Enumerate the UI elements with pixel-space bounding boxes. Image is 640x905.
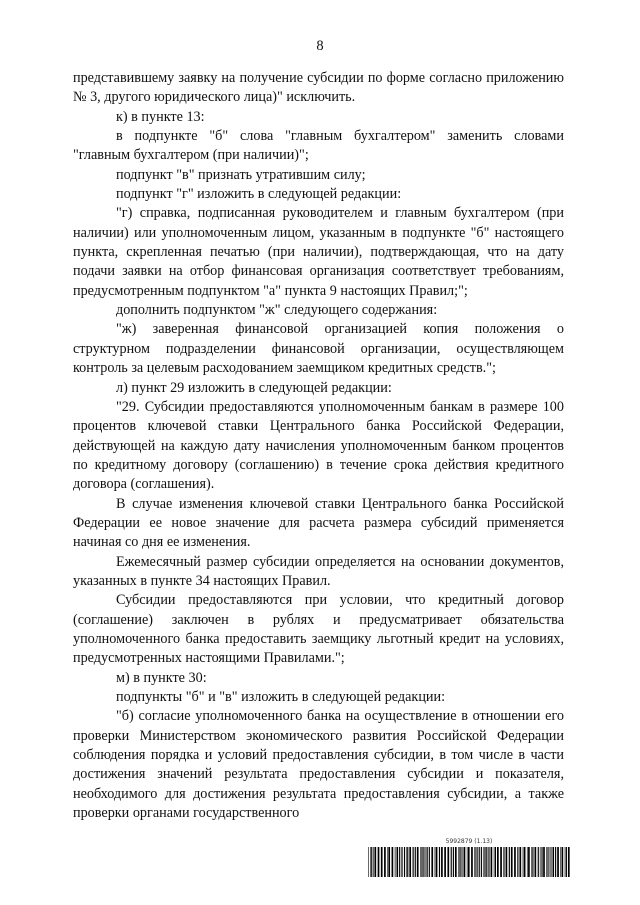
barcode-bar xyxy=(488,847,489,877)
paragraph: подпункт "в" признать утратившим силу; xyxy=(116,166,366,183)
barcode-bar xyxy=(517,847,518,877)
barcode-bar xyxy=(406,847,407,877)
barcode-bar xyxy=(387,847,388,877)
barcode-bar xyxy=(557,847,559,877)
barcode-bar xyxy=(486,847,487,877)
barcode-bar xyxy=(444,847,446,877)
barcode-bar xyxy=(531,847,532,877)
barcode-bar xyxy=(538,847,539,877)
barcode-bar xyxy=(420,847,421,877)
barcode-bar xyxy=(368,847,369,877)
barcode-bar xyxy=(562,847,564,877)
barcode-bar xyxy=(429,847,430,877)
barcode-bar xyxy=(568,847,570,877)
barcode-bar xyxy=(455,847,457,877)
paragraph: подпункт "г" изложить в следующей редакции: xyxy=(116,186,402,203)
barcode-bar xyxy=(495,847,496,877)
barcode-bar xyxy=(560,847,561,877)
barcode-bar xyxy=(479,847,480,877)
paragraph: "г) справка, подписанная руководителем и главным бухгалтером (при наличии) или уполномоченным лицом, указанным в подпункте "б" настоящего пункта, скрепленная печатью (при наличии), подтверждающая, что на дату подачи заявки на отбор финансовая организация соответствует требованиям, предусмотренным подпунктом "а" пункта 9 настоящих Правил;"; xyxy=(73,205,564,299)
barcode-bar xyxy=(453,847,454,877)
barcode-bar xyxy=(547,847,548,877)
barcode-bar xyxy=(542,847,543,877)
barcode-bar xyxy=(519,847,521,877)
barcode-bar xyxy=(392,847,394,877)
barcode-bar xyxy=(500,847,502,877)
barcode-bar xyxy=(409,847,411,877)
barcode-bar xyxy=(494,847,495,877)
barcode-bar xyxy=(464,847,466,877)
barcode-bar xyxy=(463,847,464,877)
barcode-bar xyxy=(475,847,476,877)
barcode-bar xyxy=(524,847,526,877)
barcode-bar xyxy=(546,847,547,877)
barcode-bar xyxy=(374,847,376,877)
barcode-bar xyxy=(566,847,567,877)
barcode-bar xyxy=(396,847,397,877)
paragraph: Субсидии предоставляются при условии, что кредитный договор (соглашение) заключен в рублях и предусматривает обязательства уполномоченного банка предоставить заемщику льготный кредит на условиях, предусмотренных настоящими Правилами."; xyxy=(73,592,564,667)
barcode-code: 5992879 (1.13) xyxy=(445,838,493,845)
paragraph: В случае изменения ключевой ставки Центрального банка Российской Федерации ее новое значение для расчета размера субсидий применяется начиная со дня ее изменения. xyxy=(73,495,564,551)
barcode-bar xyxy=(468,847,470,877)
barcode-bar xyxy=(395,847,396,877)
barcode-bar xyxy=(417,847,419,877)
page-number: 8 xyxy=(316,38,324,54)
barcode-bar xyxy=(441,847,443,877)
paragraph: "ж) заверенная финансовой организацией копия положения о структурном подразделении финансовой организации, осуществляющем контроль за целевым расходованием заемщиком кредитных средств."; xyxy=(73,321,564,377)
barcode-bar xyxy=(436,847,438,877)
barcode-bar xyxy=(370,847,371,877)
barcode-bar xyxy=(373,847,374,877)
barcode-bar xyxy=(543,847,545,877)
barcode-bar xyxy=(532,847,533,877)
barcode-bar xyxy=(435,847,436,877)
barcode-block xyxy=(368,838,570,878)
barcode-bar xyxy=(458,847,459,877)
barcode-bar xyxy=(553,847,554,877)
barcode-bar xyxy=(421,847,422,877)
barcode-bar xyxy=(511,847,513,877)
paragraph: представившему заявку на получение субсидии по форме согласно приложению № 3, другого юридического лица)" исключить. xyxy=(73,70,564,106)
paragraph: дополнить подпунктом "ж" следующего содержания: xyxy=(116,302,438,319)
paragraph: к) в пункте 13: xyxy=(116,108,205,125)
barcode-bar xyxy=(484,847,485,877)
barcode-bar xyxy=(527,847,528,877)
barcode-bar xyxy=(384,847,386,877)
barcode-bar xyxy=(422,847,423,877)
paragraph: подпункты "б" и "в" изложить в следующей редакции: xyxy=(116,689,446,705)
barcode-bar xyxy=(378,847,380,877)
barcode-bar xyxy=(555,847,556,877)
barcode-bar xyxy=(551,847,552,877)
barcode-bar xyxy=(467,847,468,877)
barcode-bar xyxy=(541,847,542,877)
barcode-bar xyxy=(477,847,478,877)
barcode-bar xyxy=(497,847,499,877)
barcode-bar xyxy=(381,847,383,877)
barcode-bar xyxy=(427,847,428,877)
barcode-bar xyxy=(397,847,398,877)
paragraph: м) в пункте 30: xyxy=(116,669,207,686)
barcode-bar xyxy=(415,847,416,877)
barcode-bar xyxy=(540,847,541,877)
barcode-bar xyxy=(471,847,473,877)
barcode-bar xyxy=(407,847,408,877)
barcode-bar xyxy=(402,847,403,877)
barcode-bar xyxy=(447,847,449,877)
barcode-bar xyxy=(552,847,553,877)
barcode-image xyxy=(368,847,570,877)
barcode-bar xyxy=(426,847,427,877)
barcode-bar xyxy=(401,847,402,877)
barcode-bar xyxy=(503,847,504,877)
barcode-bar xyxy=(485,847,486,877)
barcode-bar xyxy=(371,847,372,877)
barcode-bar xyxy=(404,847,405,877)
paragraph: в подпункте "б" слова "главным бухгалтером" заменить словами "главным бухгалтером (при наличии)"; xyxy=(73,128,564,164)
barcode-bar xyxy=(491,847,493,877)
barcode-bar xyxy=(483,847,484,877)
document-body xyxy=(73,69,564,823)
barcode-bar xyxy=(535,847,537,877)
paragraph: "29. Субсидии предоставляются уполномоченным банкам в размере 100 процентов ключевой ставки Центрального банка Российской Федерации, действующей на каждую дату начисления уполномоченным банком процентов по кредитному договору (соглашению) в течение срока действия кредитного договора (соглашения). xyxy=(73,398,564,493)
barcode-bar xyxy=(399,847,400,877)
barcode-bar xyxy=(439,847,440,877)
barcode-bar xyxy=(474,847,475,877)
paragraph: Ежемесячный размер субсидии определяется на основании документов, указанных в пункте 34 настоящих Правил. xyxy=(73,553,564,589)
barcode-bar xyxy=(506,847,508,877)
paragraph: "б) согласие уполномоченного банка на осуществление в отношении его проверки Министерством экономического развития Российской Федерации соблюдения порядка и условий предоставления субсидии, в том числе в части достижения значений результата предоставления субсидии и показателя, необходимого для достижения результата предоставления субсидии, а также проверки органами государственного xyxy=(73,708,564,822)
barcode-bar xyxy=(423,847,424,877)
barcode-bar xyxy=(431,847,433,877)
barcode-bar xyxy=(481,847,482,877)
barcode-bar xyxy=(523,847,524,877)
barcode-bar xyxy=(413,847,414,877)
barcode-bar xyxy=(460,847,461,877)
barcode-bar xyxy=(550,847,551,877)
barcode-bar xyxy=(388,847,390,877)
barcode-bar xyxy=(451,847,452,877)
barcode-bar xyxy=(565,847,566,877)
barcode-bar xyxy=(514,847,516,877)
barcode-bar xyxy=(528,847,530,877)
barcode-bar xyxy=(459,847,460,877)
paragraph: л) пункт 29 изложить в следующей редакции: xyxy=(116,379,392,396)
barcode-bar xyxy=(509,847,510,877)
